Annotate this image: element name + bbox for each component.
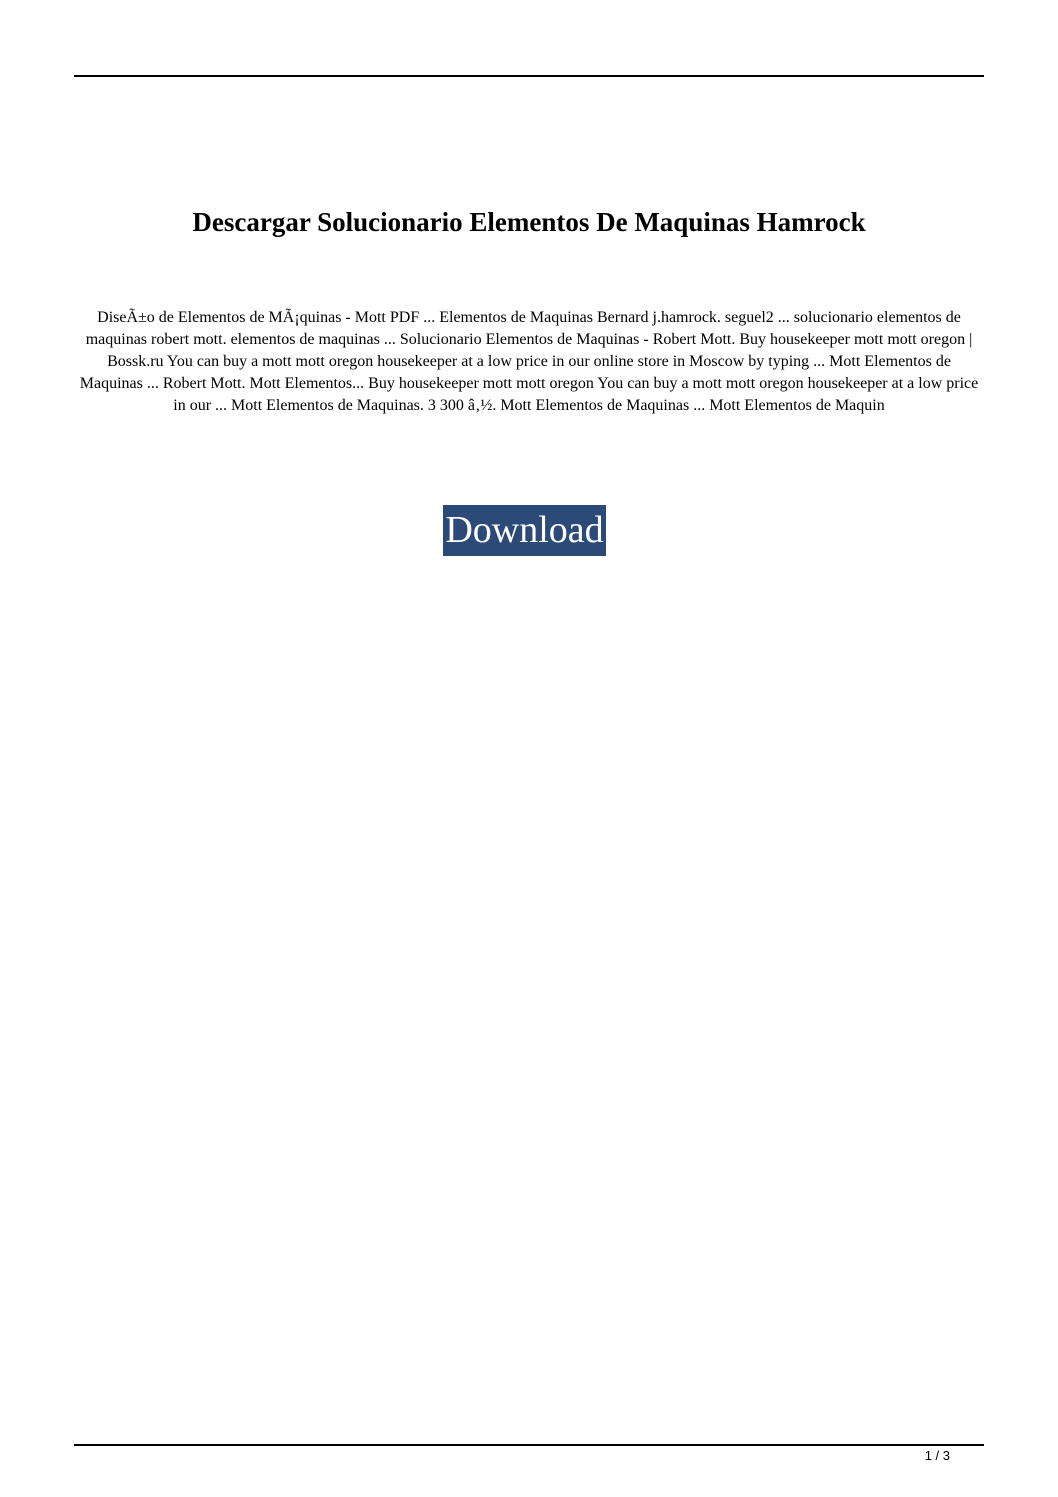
download-button[interactable]: Download <box>443 505 606 556</box>
page-indicator: 1 / 3 <box>924 1448 950 1463</box>
header-rule <box>74 75 984 77</box>
footer-rule <box>74 1444 984 1446</box>
document-body-text: DiseÃ±o de Elementos de MÃ¡quinas - Mott PDF ... Elementos de Maquinas Bernard j.hamrock. seguel2 ... solucionario elementos de maquinas robert mott. elementos de maquinas ... Solucionario Elementos de Maquinas - Robert Mott. Buy housekeeper mott mott oregon | Bossk.ru You can buy a mott mott oregon housekeeper at a low price in our online store in Moscow by typing ... Mott Elementos de Maquinas ... Robert Mott. Mott Elementos... Buy housekeeper mott mott oregon You can buy a mott mott oregon housekeeper at a low price in our ... Mott Elementos de Maquinas. 3 300 â‚½. Mott Elementos de Maquinas ... Mott Elementos de Maquin <box>79 309 979 414</box>
document-title: Descargar Solucionario Elementos De Maquinas Hamrock <box>192 207 866 237</box>
